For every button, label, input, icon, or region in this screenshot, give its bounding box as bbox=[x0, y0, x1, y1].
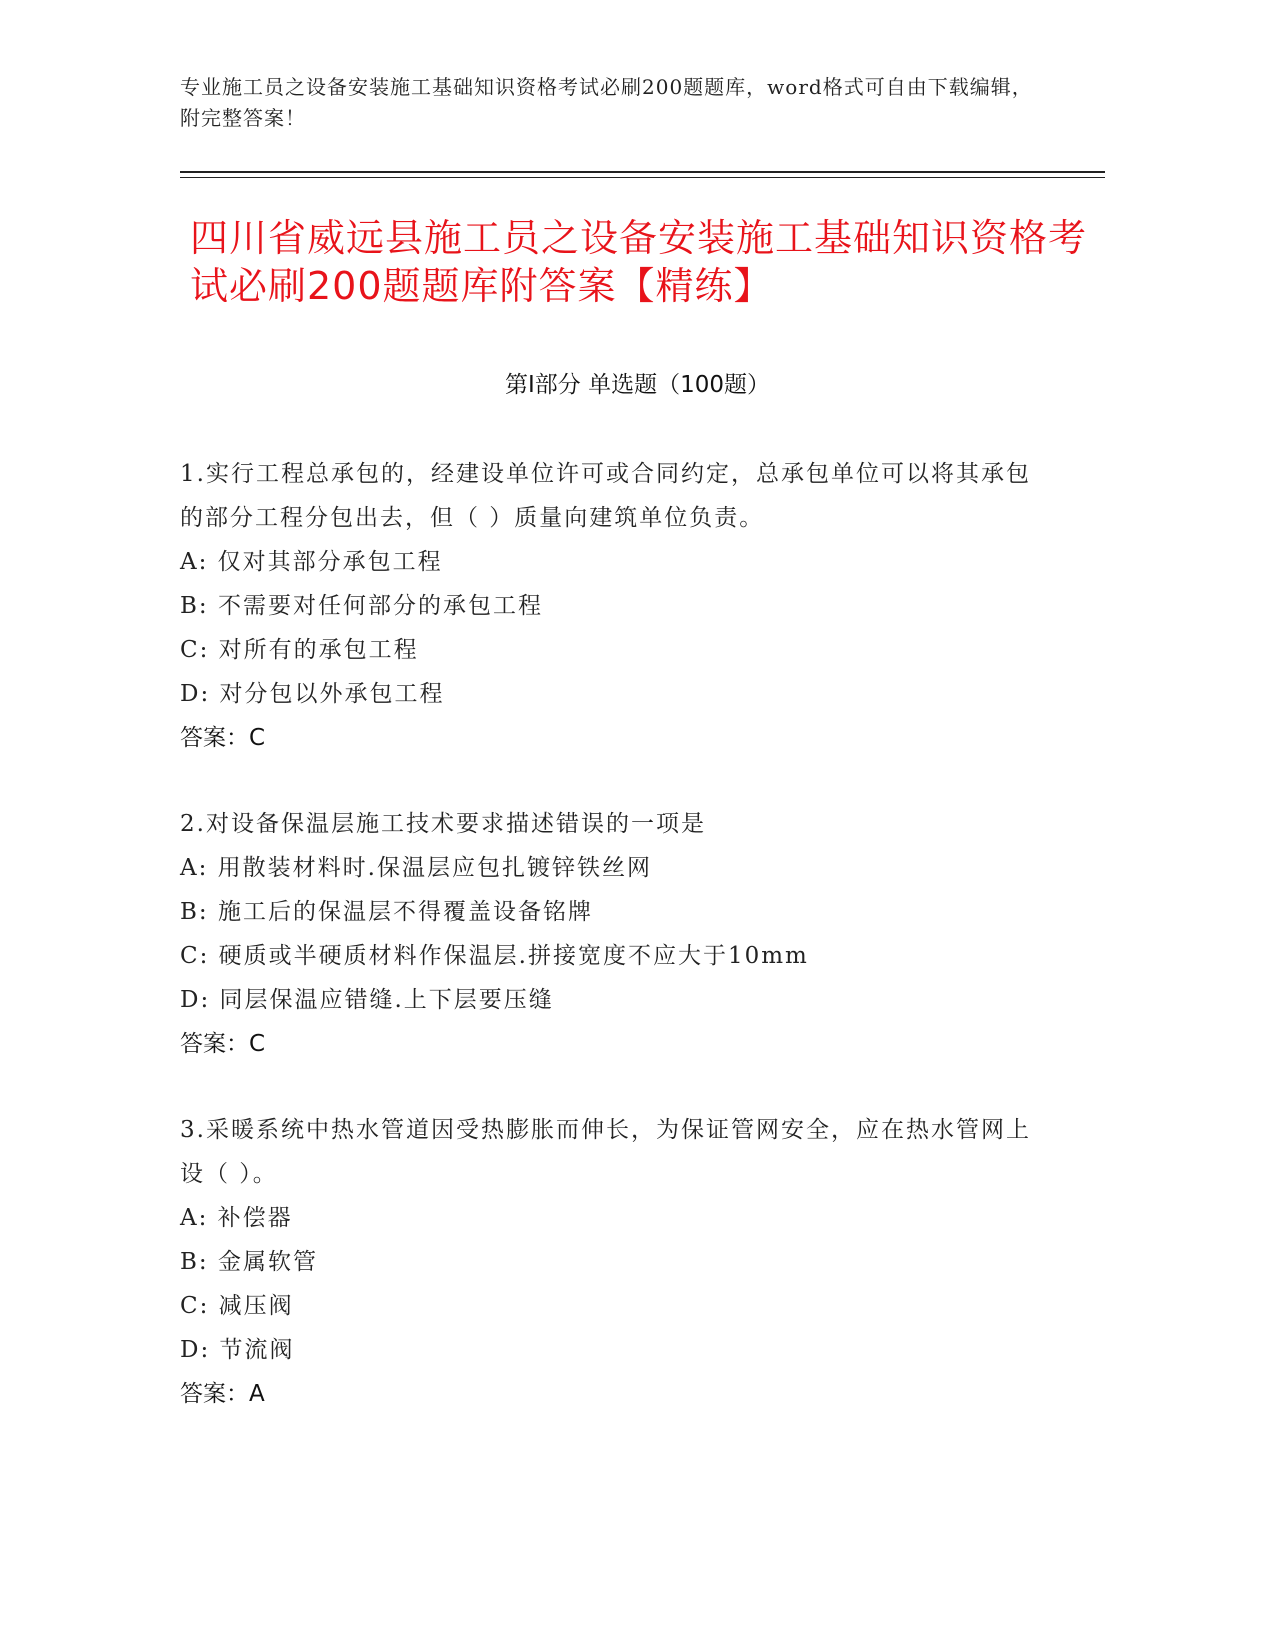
option-c: C: 对所有的承包工程 bbox=[180, 637, 419, 663]
question-item bbox=[180, 1108, 1040, 1416]
option-d: D: 节流阀 bbox=[180, 1337, 295, 1363]
question-item bbox=[180, 802, 1040, 1066]
option-b: B: 施工后的保温层不得覆盖设备铭牌 bbox=[180, 899, 593, 925]
question-stem: 3.采暖系统中热水管道因受热膨胀而伸长，为保证管网安全，应在热水管网上设（ ）。 bbox=[180, 1117, 1031, 1187]
question-answer: 答案：C bbox=[180, 1031, 266, 1057]
option-c: C: 减压阀 bbox=[180, 1293, 294, 1319]
option-d: D: 对分包以外承包工程 bbox=[180, 681, 445, 707]
option-b: B: 金属软管 bbox=[180, 1249, 318, 1275]
option-c: C: 硬质或半硬质材料作保温层.拼接宽度不应大于10mm bbox=[180, 943, 809, 969]
option-d: D: 同层保温应错缝.上下层要压缝 bbox=[180, 987, 554, 1013]
document-header-note: 专业施工员之设备安装施工基础知识资格考试必刷200题题库，word格式可自由下载编辑，附完整答案！ bbox=[180, 75, 1033, 130]
question-list bbox=[180, 452, 1040, 1458]
header-divider-thin bbox=[180, 177, 1105, 178]
document-title: 四川省威远县施工员之设备安装施工基础知识资格考试必刷200题题库附答案【精练】 bbox=[190, 216, 1088, 308]
question-answer: 答案：A bbox=[180, 1381, 265, 1407]
option-a: A: 仅对其部分承包工程 bbox=[180, 549, 443, 575]
question-answer: 答案：C bbox=[180, 725, 266, 751]
section-title: 第Ⅰ部分 单选题（100题） bbox=[505, 372, 770, 398]
question-stem: 1.实行工程总承包的，经建设单位许可或合同约定，总承包单位可以将其承包的部分工程分包出去，但（ ）质量向建筑单位负责。 bbox=[180, 461, 1031, 531]
header-divider-thick bbox=[180, 171, 1105, 173]
option-b: B: 不需要对任何部分的承包工程 bbox=[180, 593, 543, 619]
option-a: A: 用散装材料时.保温层应包扎镀锌铁丝网 bbox=[180, 855, 652, 881]
question-item bbox=[180, 452, 1040, 760]
question-stem: 2.对设备保温层施工技术要求描述错误的一项是 bbox=[180, 811, 706, 837]
option-a: A: 补偿器 bbox=[180, 1205, 293, 1231]
